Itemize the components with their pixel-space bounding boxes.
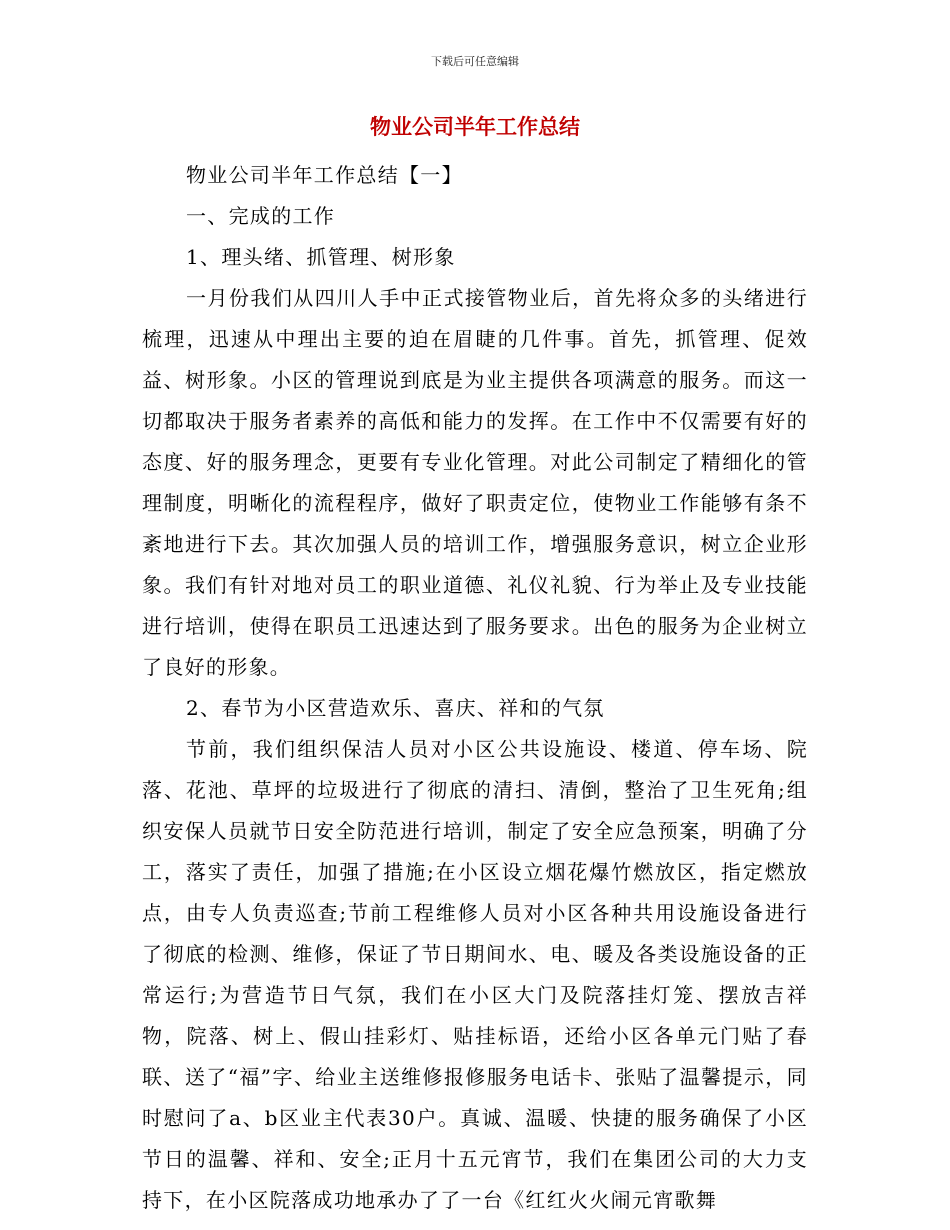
body-paragraph: 一月份我们从四川人手中正式接管物业后，首先将众多的头绪进行梳理，迅速从中理出主要的迫在眉睫的几件事。首先，抓管理、促效益、树形象。小区的管理说到底是为业主提供各项满意的服务。而这一切都取决于服务者素养的高低和能力的发挥。在工作中不仅需要有好的态度、好的服务理念，更要有专业化管理。对此公司制定了精细化的管理制度，明晰化的流程程序，做好了职责定位，使物业工作能够有条不紊地进行下去。其次加强人员的培训工作，增强服务意识，树立企业形象。我们有针对地对员工的职业道德、礼仪礼貌、行为举止及专业技能进行培训，使得在职员工迅速达到了服务要求。出色的服务为企业树立了良好的形象。 <box>142 286 808 679</box>
item-heading: 2、春节为小区营造欢乐、喜庆、祥和的气氛 <box>186 696 605 720</box>
item-heading: 1、理头绪、抓管理、树形象 <box>186 245 456 269</box>
section-heading: 物业公司半年工作总结【一】 <box>186 163 463 187</box>
header-note: 下载后可任意编辑 <box>431 55 519 68</box>
subsection-heading: 一、完成的工作 <box>186 204 336 228</box>
document-title: 物业公司半年工作总结 <box>370 115 580 139</box>
body-paragraph: 节前，我们组织保洁人员对小区公共设施设、楼道、停车场、院落、花池、草坪的垃圾进行了彻底的清扫、清倒，整治了卫生死角;组织安保人员就节日安全防范进行培训，制定了安全应急预案，明确了分工，落实了责任，加强了措施;在小区设立烟花爆竹燃放区，指定燃放点，由专人负责巡查;节前工程维修人员对小区各种共用设施设备进行了彻底的检测、维修，保证了节日期间水、电、暖及各类设施设备的正常运行;为营造节日气氛，我们在小区大门及院落挂灯笼、摆放吉祥物，院落、树上、假山挂彩灯、贴挂标语，还给小区各单元门贴了春联、送了“福”字、给业主送维修报修服务电话卡、张贴了温馨提示，同时慰问了a、b区业主代表30户。真诚、温暖、快捷的服务确保了小区节日的温馨、祥和、安全;正月十五元宵节，我们在集团公司的大力支持下，在小区院落成功地承办了了一台《红红火火闹元宵歌舞 <box>142 737 808 1212</box>
document-body <box>142 155 808 1221</box>
